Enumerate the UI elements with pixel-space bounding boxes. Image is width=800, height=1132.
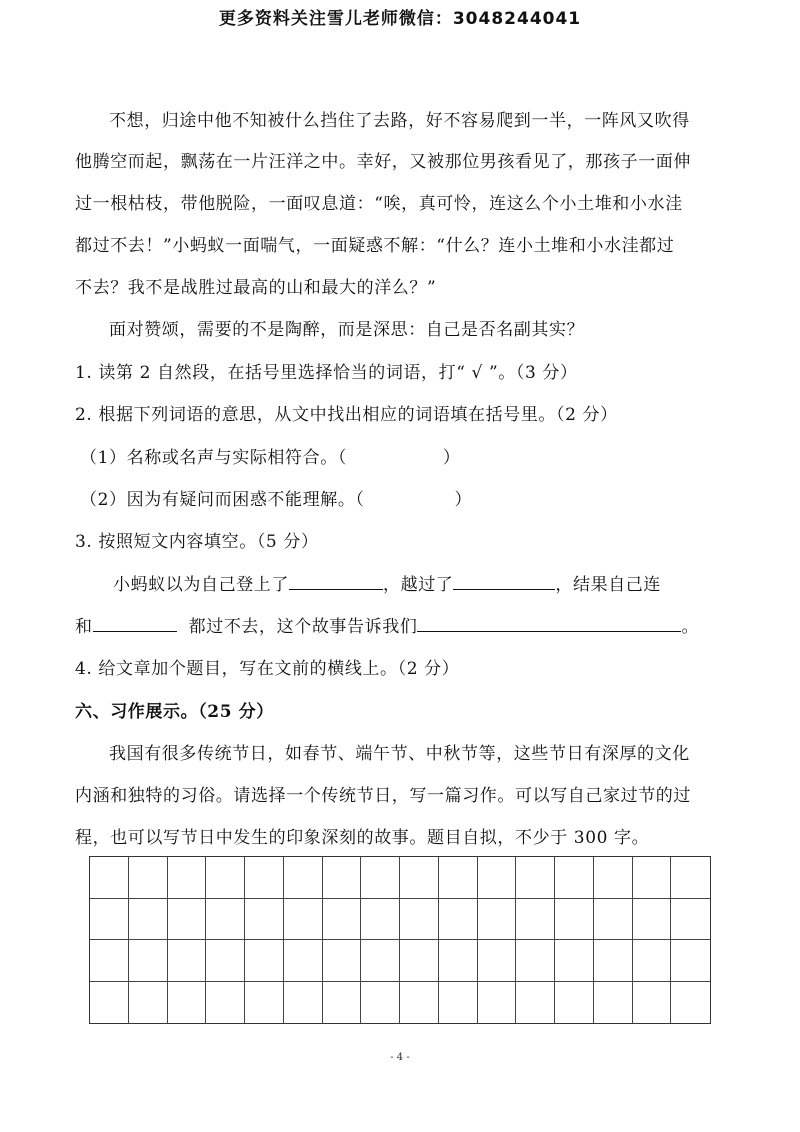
grid-cell[interactable]: [671, 982, 710, 1024]
grid-cell[interactable]: [168, 940, 207, 982]
grid-cell[interactable]: [361, 982, 400, 1024]
section-6-line-3: 程，也可以写节日中发生的印象深刻的故事。题目自拟，不少于 300 字。: [75, 828, 650, 848]
grid-cell[interactable]: [400, 982, 439, 1024]
grid-cell[interactable]: [439, 899, 478, 941]
grid-cell[interactable]: [671, 940, 710, 982]
grid-cell[interactable]: [284, 940, 323, 982]
writing-grid[interactable]: [89, 856, 711, 1024]
grid-cell[interactable]: [361, 857, 400, 899]
grid-cell[interactable]: [633, 899, 672, 941]
grid-cell[interactable]: [90, 857, 129, 899]
header-wechat-notice: 更多资料关注雪儿老师微信：3048244041: [218, 9, 582, 29]
section-6-line-1: 我国有很多传统节日，如春节、端午节、中秋节等，这些节日有深厚的文化: [109, 744, 690, 764]
grid-cell[interactable]: [90, 940, 129, 982]
grid-cell[interactable]: [323, 940, 362, 982]
grid-cell[interactable]: [594, 982, 633, 1024]
q2-2-prompt: （2）因为有疑问而困惑不能理解。（: [80, 490, 365, 510]
grid-cell[interactable]: [400, 857, 439, 899]
passage-moral: 面对赞颂，需要的不是陶醉，而是深思：自己是否名副其实？: [109, 320, 585, 340]
q3-blank-ocean[interactable]: [453, 575, 555, 590]
q3-text-d: 和: [75, 617, 93, 637]
grid-cell[interactable]: [671, 857, 710, 899]
grid-cell[interactable]: [284, 982, 323, 1024]
grid-cell[interactable]: [516, 899, 555, 941]
section-6-line-2: 内涵和独特的习俗。请选择一个传统节日，写一篇习作。可以写自己家过节的过: [75, 786, 691, 806]
grid-cell[interactable]: [633, 940, 672, 982]
grid-cell[interactable]: [245, 857, 284, 899]
section-6-title: 六、习作展示。（25 分）: [75, 702, 274, 722]
question-3: 3. 按照短文内容填空。（5 分）: [75, 532, 319, 552]
grid-cell[interactable]: [245, 899, 284, 941]
grid-cell[interactable]: [168, 899, 207, 941]
grid-cell[interactable]: [361, 940, 400, 982]
grid-cell[interactable]: [129, 857, 168, 899]
grid-cell[interactable]: [478, 940, 517, 982]
grid-cell[interactable]: [633, 982, 672, 1024]
q2-2-close: ）: [454, 490, 473, 510]
grid-cell[interactable]: [555, 857, 594, 899]
q3-text-e: 都过不去，这个故事告诉我们: [188, 617, 418, 637]
grid-cell[interactable]: [129, 899, 168, 941]
grid-cell[interactable]: [323, 899, 362, 941]
grid-cell[interactable]: [516, 940, 555, 982]
grid-cell[interactable]: [284, 899, 323, 941]
grid-cell[interactable]: [129, 940, 168, 982]
grid-cell[interactable]: [90, 982, 129, 1024]
passage-line-1: 不想，归途中他不知被什么挡住了去路，好不容易爬到一半，一阵风又吹得: [109, 111, 690, 131]
question-3-fill-line-2: [75, 612, 699, 637]
grid-cell[interactable]: [555, 899, 594, 941]
grid-cell[interactable]: [361, 899, 400, 941]
grid-cell[interactable]: [168, 982, 207, 1024]
question-1: 1. 读第 2 自然段，在括号里选择恰当的词语，打“ √ ”。（3 分）: [75, 363, 578, 383]
grid-cell[interactable]: [478, 857, 517, 899]
grid-cell[interactable]: [90, 899, 129, 941]
q3-text-a: 小蚂蚁以为自己登上了: [113, 575, 289, 595]
passage-line-3: 过一根枯枝，带他脱险，一面叹息道：“唉，真可怜，连这么个小土堆和小水洼: [75, 194, 683, 214]
grid-cell[interactable]: [439, 982, 478, 1024]
grid-cell[interactable]: [516, 982, 555, 1024]
grid-cell[interactable]: [245, 982, 284, 1024]
grid-cell[interactable]: [206, 940, 245, 982]
grid-cell[interactable]: [400, 899, 439, 941]
question-3-fill-line-1: [113, 570, 661, 595]
grid-cell[interactable]: [206, 899, 245, 941]
grid-cell[interactable]: [400, 940, 439, 982]
question-4: 4. 给文章加个题目，写在文前的横线上。（2 分）: [75, 659, 460, 679]
question-2: 2. 根据下列词语的意思，从文中找出相应的词语填在括号里。（2 分）: [75, 405, 618, 425]
passage-line-5: 不去？我不是战胜过最高的山和最大的洋么？”: [75, 278, 437, 298]
q2-1-prompt: （1）名称或名声与实际相符合。（: [80, 448, 347, 468]
grid-cell[interactable]: [516, 857, 555, 899]
grid-cell[interactable]: [555, 940, 594, 982]
grid-cell[interactable]: [168, 857, 207, 899]
page-number: - 4 -: [390, 1052, 410, 1063]
grid-cell[interactable]: [439, 857, 478, 899]
grid-cell[interactable]: [633, 857, 672, 899]
passage-line-4: 都过不去！”小蚂蚁一面喘气，一面疑惑不解：“什么？连小土堆和小水洼都过: [75, 236, 675, 256]
grid-cell[interactable]: [439, 940, 478, 982]
grid-cell[interactable]: [206, 982, 245, 1024]
grid-cell[interactable]: [206, 857, 245, 899]
q3-text-c: ，结果自己连: [555, 575, 662, 595]
q2-1-close: ）: [442, 448, 461, 468]
question-2-item-2: [80, 485, 472, 510]
q3-text-f: 。: [681, 617, 700, 637]
question-2-item-1: [80, 443, 461, 468]
grid-cell[interactable]: [284, 857, 323, 899]
grid-cell[interactable]: [129, 982, 168, 1024]
grid-cell[interactable]: [594, 940, 633, 982]
grid-cell[interactable]: [671, 899, 710, 941]
passage-line-2: 他腾空而起，飘荡在一片汪洋之中。幸好，又被那位男孩看见了，那孩子一面伸: [75, 152, 691, 172]
q3-text-b: ，越过了: [383, 575, 454, 595]
grid-cell[interactable]: [245, 940, 284, 982]
grid-cell[interactable]: [555, 982, 594, 1024]
grid-cell[interactable]: [323, 982, 362, 1024]
grid-cell[interactable]: [478, 982, 517, 1024]
q3-blank-lesson[interactable]: [417, 617, 681, 632]
q3-blank-mountain[interactable]: [289, 575, 383, 590]
q3-blank-puddle[interactable]: [93, 617, 177, 632]
grid-cell[interactable]: [594, 857, 633, 899]
grid-cell[interactable]: [323, 857, 362, 899]
grid-cell[interactable]: [478, 899, 517, 941]
grid-cell[interactable]: [594, 899, 633, 941]
